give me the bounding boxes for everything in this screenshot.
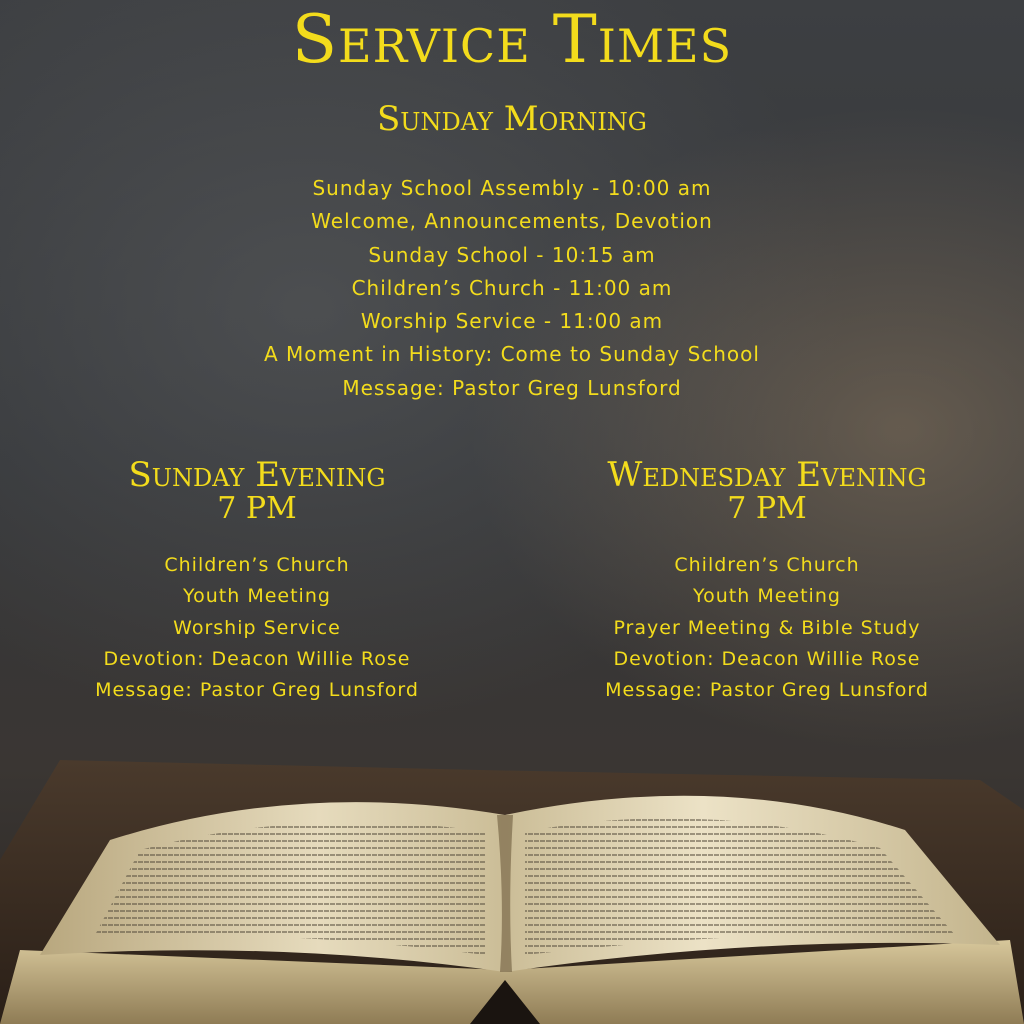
wednesday-evening-section [532, 455, 1002, 706]
sunday-evening-section [22, 455, 492, 706]
list-item: Message: Pastor Greg Lunsford [605, 679, 929, 702]
wednesday-evening-schedule [532, 550, 1002, 706]
list-item: Worship Service - 11:00 am [360, 309, 664, 334]
list-item: Message: Pastor Greg Lunsford [342, 375, 682, 400]
list-item: Sunday School Assembly - 10:00 am [312, 176, 712, 200]
sunday-morning-schedule [0, 172, 1024, 405]
list-item: Sunday School - 10:15 am [368, 242, 656, 267]
list-item: Prayer Meeting & Bible Study [613, 616, 921, 639]
list-item: Devotion: Deacon Willie Rose [613, 647, 921, 670]
list-item: Children’s Church - 11:00 am [351, 275, 673, 300]
list-item: Children’s Church [164, 554, 350, 576]
list-item: A Moment in History: Come to Sunday School [264, 342, 760, 367]
sunday-evening-time: 7 PM [217, 491, 297, 526]
list-item: Youth Meeting [183, 585, 331, 608]
sunday-evening-schedule [22, 550, 492, 706]
wednesday-evening-time: 7 PM [727, 491, 807, 526]
list-item: Worship Service [173, 616, 341, 639]
list-item: Devotion: Deacon Willie Rose [103, 647, 411, 670]
wednesday-evening-heading: Wednesday Evening [607, 455, 927, 495]
open-bible-icon [0, 740, 1024, 1024]
list-item: Children’s Church [674, 554, 860, 576]
list-item: Welcome, Announcements, Devotion [311, 209, 713, 234]
list-item: Youth Meeting [693, 585, 841, 608]
list-item: Message: Pastor Greg Lunsford [95, 679, 419, 702]
sunday-morning-heading: Sunday Morning [377, 99, 647, 139]
page-title: Service Times [291, 1, 733, 78]
sunday-evening-heading: Sunday Evening [128, 455, 386, 495]
